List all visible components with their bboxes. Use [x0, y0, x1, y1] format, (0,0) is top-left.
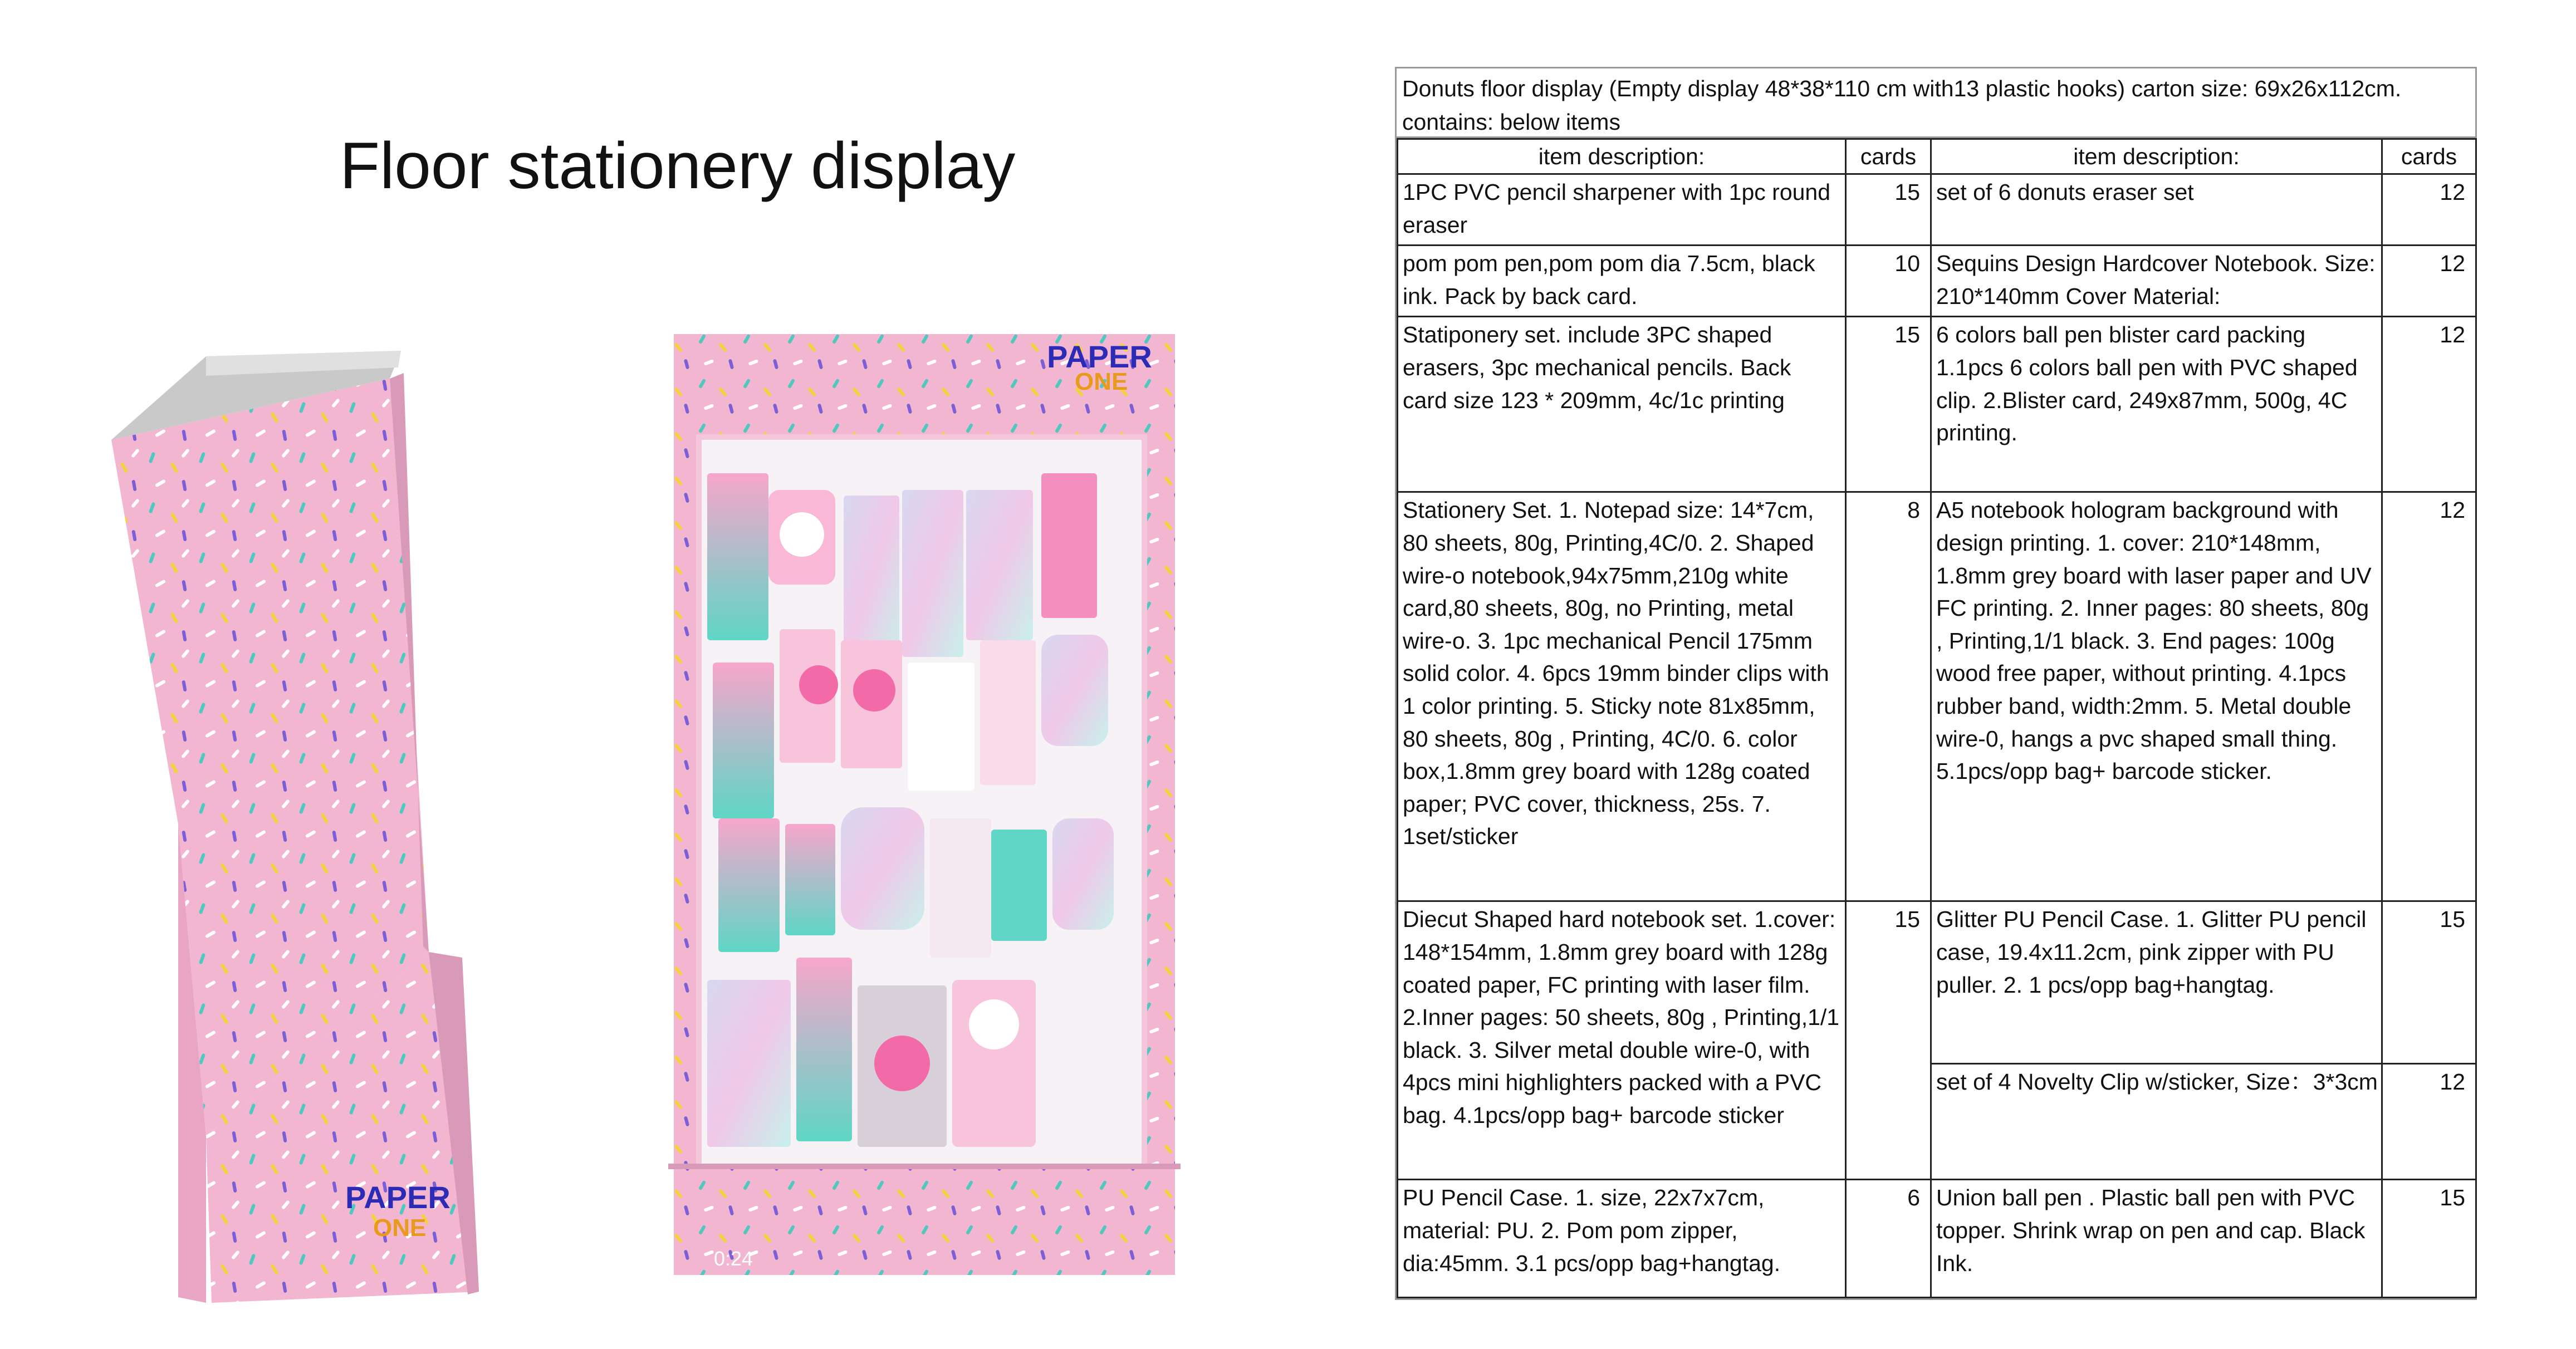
item-description: A5 notebook hologram background with design printing. 1. cover: 210*148mm, 1.8mm grey board with laser paper and UV FC printing. 2. Inner pages: 80 sheets, 80g , Printing,1/1 black. 3. End pages: 100g wood free paper, without printing. 4.1pcs rubber band, width:2mm. 5. Metal double wire-0, hangs a pvc shaped small thing. 5.1pcs/opp bag+ barcode sticker.	[1931, 492, 2382, 901]
table-header-row	[1398, 139, 2476, 174]
table-row	[1398, 492, 2476, 901]
display-front-photo	[652, 328, 1192, 1281]
item-cards: 15	[2382, 901, 2476, 1064]
item-cards: 12	[2382, 492, 2476, 901]
brand-logo-sub: ONE	[1075, 368, 1128, 395]
item-cards: 12	[2382, 1064, 2476, 1180]
display-side-photo	[95, 345, 507, 1303]
column-header-cards: cards	[2382, 139, 2476, 174]
item-cards: 10	[1846, 246, 1931, 317]
item-cards: 6	[1846, 1180, 1931, 1298]
item-cards: 15	[1846, 317, 1931, 492]
table-row	[1398, 317, 2476, 492]
item-description: set of 4 Novelty Clip w/sticker, Size：3*3cm	[1931, 1064, 2382, 1180]
column-header-description: item description:	[1398, 139, 1846, 174]
item-description: Statiponery set. include 3PC shaped erasers, 3pc mechanical pencils. Back card size 123 * 209mm, 4c/1c printing	[1398, 317, 1846, 492]
item-cards: 12	[2382, 174, 2476, 246]
brand-logo: PAPER	[345, 1180, 450, 1215]
table-row	[1398, 1180, 2476, 1298]
item-cards: 12	[2382, 317, 2476, 492]
display-summary: Donuts floor display (Empty display 48*38*110 cm with13 plastic hooks) carton size: 69x26x112cm. contains: below items	[1397, 68, 2475, 138]
column-header-description: item description:	[1931, 139, 2382, 174]
item-description: Diecut Shaped hard notebook set. 1.cover: 148*154mm, 1.8mm grey board with 128g coated paper, FC printing with laser film. 2.Inner pages: 50 sheets, 80g , Printing,1/1 black. 3. Silver metal double wire-0, with 4pcs mini highlighters packed with a PVC bag. 4.1pcs/opp bag+ barcode sticker	[1398, 901, 1846, 1180]
column-header-cards: cards	[1846, 139, 1931, 174]
item-cards: 12	[2382, 246, 2476, 317]
items-table	[1397, 138, 2477, 1298]
item-description: 6 colors ball pen blister card packing 1.1pcs 6 colors ball pen with PVC shaped clip. 2.Blister card, 249x87mm, 500g, 4C printing.	[1931, 317, 2382, 492]
item-description: PU Pencil Case. 1. size, 22x7x7cm, material: PU. 2. Pom pom zipper, dia:45mm. 3.1 pcs/opp bag+hangtag.	[1398, 1180, 1846, 1298]
table-row	[1398, 174, 2476, 246]
brand-logo-sub: ONE	[373, 1214, 427, 1242]
item-cards: 15	[1846, 174, 1931, 246]
item-description: Stationery Set. 1. Notepad size: 14*7cm, 80 sheets, 80g, Printing,4C/0. 2. Shaped wire-o notebook,94x75mm,210g white card,80 sheets, 80g, no Printing, metal wire-o. 3. 1pc mechanical Pencil 175mm solid color. 4. 6pcs 19mm binder clips with 1 color printing. 5. Sticky note 81x85mm, 80 sheets, 80g , Printing, 4C/0. 6. color box,1.8mm grey board with 128g coated paper; PVC cover, thickness, 25s. 7. 1set/sticker	[1398, 492, 1846, 901]
item-cards: 15	[2382, 1180, 2476, 1298]
item-description: set of 6 donuts eraser set	[1931, 174, 2382, 246]
table-row	[1398, 901, 2476, 1064]
item-description: pom pom pen,pom pom dia 7.5cm, black ink. Pack by back card.	[1398, 246, 1846, 317]
item-description: Union ball pen . Plastic ball pen with PVC topper. Shrink wrap on pen and cap. Black Ink.	[1931, 1180, 2382, 1298]
item-cards: 15	[1846, 901, 1931, 1180]
item-description: Sequins Design Hardcover Notebook. Size: 210*140mm Cover Material:	[1931, 246, 2382, 317]
spec-sheet	[1395, 67, 2477, 1300]
table-row	[1398, 246, 2476, 317]
video-timestamp: 0:24	[714, 1247, 753, 1270]
item-description: 1PC PVC pencil sharpener with 1pc round eraser	[1398, 174, 1846, 246]
brand-logo: PAPER	[1047, 339, 1152, 374]
item-description: Glitter PU Pencil Case. 1. Glitter PU pencil case, 19.4x11.2cm, pink zipper with PU puller. 2. 1 pcs/opp bag+hangtag.	[1931, 901, 2382, 1064]
page-title: Floor stationery display	[340, 129, 1016, 203]
item-cards: 8	[1846, 492, 1931, 901]
